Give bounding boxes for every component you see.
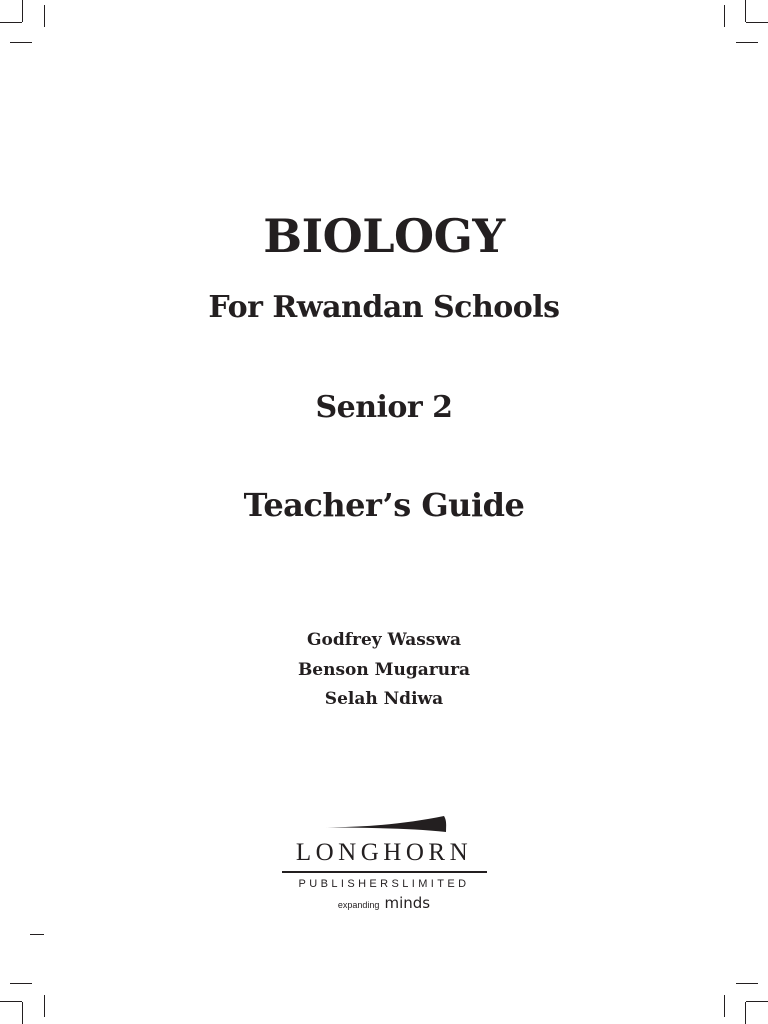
crop-mark (724, 995, 725, 1017)
crop-mark (30, 934, 44, 935)
crop-mark (736, 983, 758, 984)
crop-mark (746, 1001, 768, 1002)
publisher-logo (270, 814, 498, 914)
book-subtitle: For Rwandan Schools (208, 290, 560, 325)
crop-mark (10, 983, 32, 984)
book-guide-type: Teacher’s Guide (243, 486, 525, 524)
publisher-name: LONGHORN (295, 839, 473, 866)
crop-mark (44, 995, 45, 1017)
logo-divider (282, 871, 487, 873)
crop-mark (22, 1002, 23, 1024)
tagline-small: expanding (337, 900, 380, 910)
publisher-line: PUBLISHERSLIMITED (298, 878, 470, 890)
tagline-big: minds (384, 894, 431, 912)
crop-mark (736, 42, 758, 43)
crop-mark (745, 1002, 746, 1024)
book-level: Senior 2 (315, 390, 453, 425)
crop-mark (724, 5, 725, 27)
book-title: BIOLOGY (263, 209, 505, 263)
crop-mark (745, 0, 746, 22)
author-list (0, 626, 768, 715)
crop-mark (22, 0, 23, 22)
horn-swoosh-icon (320, 814, 450, 836)
crop-mark (0, 22, 22, 23)
crop-mark (44, 5, 45, 27)
crop-mark (746, 22, 768, 23)
author-name: Benson Mugarura (297, 659, 471, 680)
author-name: Godfrey Wasswa (306, 630, 462, 650)
crop-mark (10, 42, 32, 43)
author-name: Selah Ndiwa (324, 689, 444, 709)
crop-mark (0, 1001, 22, 1002)
publisher-tagline (270, 893, 498, 915)
